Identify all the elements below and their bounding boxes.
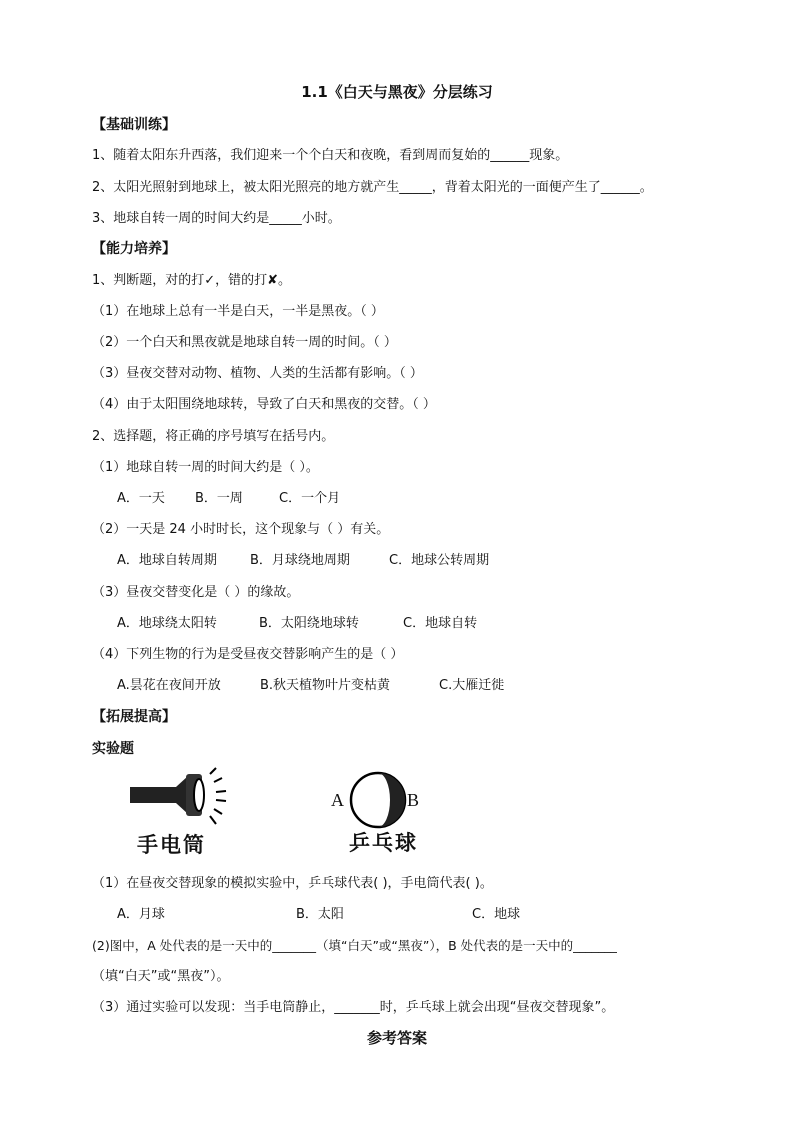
choice-1-option-b: B．一周 — [195, 491, 243, 506]
choice-1-option-c: C．一个月 — [279, 491, 341, 506]
choice-2-option-b: B．月球绕地周期 — [250, 553, 350, 568]
choice-2-option-c: C．地球公转周期 — [389, 553, 490, 568]
basic-question-3: 3、地球自转一周的时间大约是_____小时。 — [92, 211, 341, 226]
choice-1-option-a: A．一天 — [117, 491, 165, 506]
pingpong-caption: 乒乓球 — [349, 830, 418, 855]
label-a: A — [331, 790, 344, 810]
choice-2-option-a: A．地球自转周期 — [117, 553, 217, 568]
section-basic-heading: 【基础训练】 — [92, 117, 176, 133]
choice-question-2: （2）一天是 24 小时时长，这个现象与（ ）有关。 — [92, 522, 390, 537]
light-rays — [210, 768, 226, 824]
extend-question-1: （1）在昼夜交替现象的模拟实验中，乒乓球代表( )，手电筒代表( )。 — [92, 876, 493, 891]
pingpong-ball-icon — [348, 770, 408, 830]
extend-question-2-line-2: （填“白天”或“黑夜”）。 — [92, 969, 230, 984]
flashlight-lens — [194, 779, 204, 811]
choice-question-1: （1）地球自转一周的时间大约是（ ）。 — [92, 460, 319, 475]
choice-4-option-b: B.秋天植物叶片变枯黄 — [260, 678, 391, 693]
choice-4-option-c: C.大雁迁徙 — [439, 678, 505, 693]
choice-question-4: （4）下列生物的行为是受昼夜交替影响产生的是（ ） — [92, 647, 404, 662]
choice-3-option-b: B．太阳绕地球转 — [259, 616, 359, 631]
answer-heading: 参考答案 — [366, 1029, 427, 1047]
flashlight-handle — [130, 787, 178, 803]
choice-question-3: （3）昼夜交替变化是（ ）的缘故。 — [92, 585, 300, 600]
basic-question-2: 2、太阳光照射到地球上，被太阳光照亮的地方就产生_____，背着太阳光的一面便产生了______。 — [92, 180, 653, 195]
page-title: 1.1《白天与黑夜》分层练习 — [301, 83, 493, 101]
choice-3-option-a: A．地球绕太阳转 — [117, 616, 217, 631]
judge-item-1: （1）在地球上总有一半是白天，一半是黑夜。（ ） — [92, 304, 384, 319]
section-ability-heading: 【能力培养】 — [92, 241, 176, 257]
judge-item-4: （4）由于太阳围绕地球转，导致了白天和黑夜的交替。（ ） — [92, 397, 436, 412]
extend-q1-option-b: B．太阳 — [296, 907, 344, 922]
label-b: B — [407, 790, 420, 810]
basic-question-1: 1、随着太阳东升西落，我们迎来一个个白天和夜晚，看到周而复始的______现象。 — [92, 148, 569, 163]
flashlight-icon — [128, 762, 248, 832]
extend-q1-option-a: A．月球 — [117, 907, 165, 922]
extend-question-3: （3）通过实验可以发现：当手电筒静止，_______时，乒乓球上就会出现“昼夜交替现象”。 — [92, 1000, 615, 1015]
judge-item-3: （3）昼夜交替对动物、植物、人类的生活都有影响。（ ） — [92, 366, 423, 381]
choice-intro: 2、选择题，将正确的序号填写在括号内。 — [92, 429, 335, 444]
section-extend-heading: 【拓展提高】 — [92, 709, 176, 725]
extend-q1-option-c: C．地球 — [472, 907, 521, 922]
extend-question-2-line-1: (2)图中，A 处代表的是一天中的_______（填“白天”或“黑夜”），B 处代表的是一天中的_______ — [92, 938, 617, 953]
judge-item-2: （2）一个白天和黑夜就是地球自转一周的时间。（ ） — [92, 335, 397, 350]
flashlight-caption: 手电筒 — [137, 832, 206, 857]
judge-intro: 1、判断题，对的打✓，错的打✘。 — [92, 273, 292, 288]
choice-4-option-a: A.昙花在夜间开放 — [117, 678, 221, 693]
experiment-label: 实验题 — [92, 741, 134, 757]
choice-3-option-c: C．地球自转 — [403, 616, 478, 631]
